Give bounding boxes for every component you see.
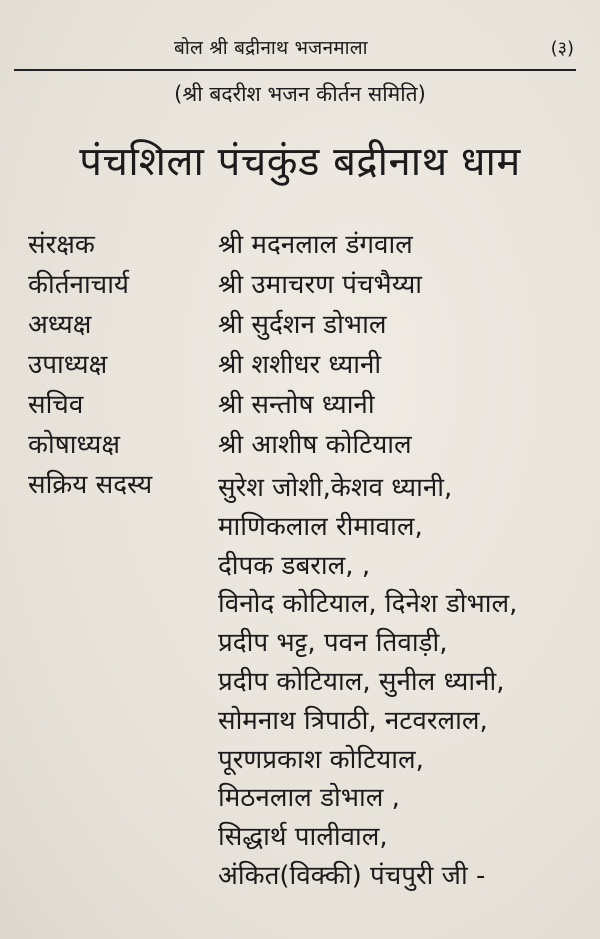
members-list <box>218 469 588 896</box>
page-title: पंचशिला पंचकुंड बद्रीनाथ धाम <box>79 139 521 185</box>
member-line: सुरेश जोशी,केशव ध्यानी, <box>218 473 453 503</box>
officer-role: संरक्षक <box>28 230 95 260</box>
page-header <box>14 28 574 68</box>
member-line: प्रदीप भट्ट, पवन तिवाड़ी, <box>218 628 448 659</box>
officer-name: श्री शशीधर ध्यानी <box>218 350 382 380</box>
officers-list <box>28 225 588 465</box>
officer-row <box>28 225 588 265</box>
member-line: प्रदीप कोटियाल, सुनील ध्यानी, <box>218 666 505 697</box>
member-line: सिद्धार्थ पालीवाल, <box>218 822 388 853</box>
members-role: सक्रिय सदस्य <box>28 470 153 500</box>
officer-role: सचिव <box>28 390 84 420</box>
officer-role: अध्यक्ष <box>28 310 92 340</box>
officer-row <box>28 345 588 385</box>
member-line: सोमनाथ त्रिपाठी, नटवरलाल, <box>218 705 488 736</box>
officer-row <box>28 265 588 305</box>
officer-row <box>28 385 588 425</box>
running-title: बोल श्री बद्रीनाथ भजनमाला <box>174 37 368 59</box>
officer-name: श्री सन्तोष ध्यानी <box>218 390 375 420</box>
officer-role: कोषाध्यक्ष <box>28 430 120 460</box>
officer-name: श्री आशीष कोटियाल <box>218 430 412 460</box>
officer-name: श्री मदनलाल डंगवाल <box>218 230 413 260</box>
officer-row <box>28 425 588 465</box>
committee-name: (श्री बदरीश भजन कीर्तन समिति) <box>174 82 426 106</box>
member-line: पूरणप्रकाश कोटियाल, <box>218 744 424 775</box>
member-line: अंकित(विक्की) पंचपुरी जी - <box>218 860 486 891</box>
member-line: दीपक डबराल, , <box>218 550 371 581</box>
member-line: मिठनलाल डोभाल , <box>218 783 400 814</box>
officer-role: उपाध्यक्ष <box>28 350 108 380</box>
header-rule <box>14 69 576 71</box>
officer-name: श्री उमाचरण पंचभैय्या <box>218 270 423 300</box>
officer-row <box>28 305 588 345</box>
officer-role: कीर्तनाचार्य <box>28 270 130 300</box>
member-line: माणिकलाल रीमावाल, <box>218 511 423 542</box>
page-number: (३) <box>550 38 574 59</box>
officer-name: श्री सुर्दशन डोभाल <box>218 310 387 340</box>
member-line: विनोद कोटियाल, दिनेश डोभाल, <box>218 589 518 620</box>
